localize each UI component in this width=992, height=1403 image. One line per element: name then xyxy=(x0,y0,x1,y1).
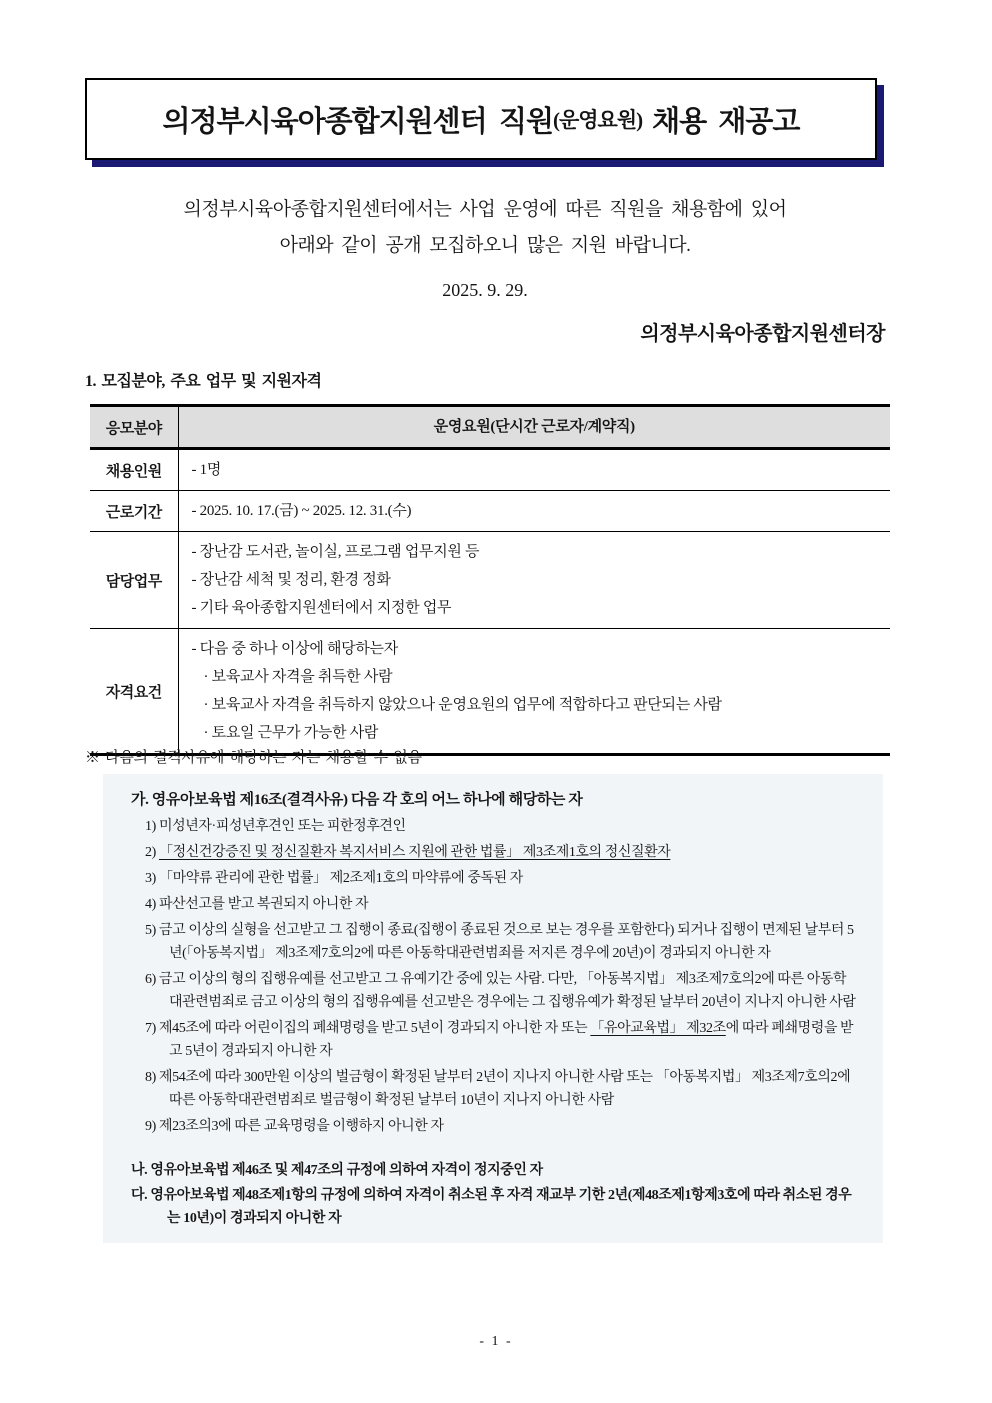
disq-item-number: 7) xyxy=(145,1021,159,1036)
disq-item-number: 8) xyxy=(145,1070,159,1085)
disq-item-text: 제45조에 따라 어린이집의 폐쇄명령을 받고 5년이 경과되지 아니한 자 또는 xyxy=(158,1021,591,1036)
cell-line: - 2025. 10. 17.(금) ~ 2025. 12. 31.(수) xyxy=(191,503,412,519)
page-title-tail: 채용 재공고 xyxy=(652,105,800,138)
disq-item-text: 제54조에 따라 300만원 이상의 벌금형이 확정된 날부터 2년이 지나지 아니한 사람 또는 「아동복지법」 제3조제7호의2에 따른 아동학대관련범죄로 벌금형이 확정된 날부터 10년이 지나지 아니한 사람 xyxy=(158,1070,851,1108)
table-row xyxy=(90,629,890,755)
disq-item-text: 금고 이상의 형의 집행유예를 선고받고 그 유예기간 중에 있는 사람. 다만, 「아동복지법」 제3조제7호의2에 따른 아동학대관련범죄로 금고 이상의 형의 집행유예를 선고받은 경우에는 그 집행유예가 확정된 날부터 20년이 지나지 아니한 사람 xyxy=(158,972,856,1010)
recruitment-table xyxy=(90,404,890,756)
cell-line: · 보육교사 자격을 취득한 사람 xyxy=(203,669,393,685)
disq-item-text: 미성년자·피성년후견인 또는 피한정후견인 xyxy=(158,819,406,834)
disq-item-number: 2) xyxy=(145,845,159,860)
intro-line-2: 아래와 같이 공개 모집하오니 많은 지원 바랍니다. xyxy=(279,235,691,256)
posting-date: 2025. 9. 29. xyxy=(442,280,528,300)
title-box xyxy=(85,78,877,160)
disq-item-number: 5) xyxy=(145,923,159,938)
disq-heading-ga: 가. 영유아보육법 제16조(결격사유) 다음 각 호의 어느 하나에 해당하는 자 xyxy=(131,792,583,808)
disq-item xyxy=(131,1066,859,1112)
cell-line: · 토요일 근무가 가능한 사람 xyxy=(203,725,379,741)
row-label: 자격요건 xyxy=(90,629,178,755)
row-content xyxy=(178,449,890,491)
disq-item xyxy=(131,919,859,965)
intro-block xyxy=(85,192,885,346)
disq-item xyxy=(131,867,859,890)
cell-line: - 장난감 도서관, 놀이실, 프로그램 업무지원 등 xyxy=(191,544,480,560)
sender-signature: 의정부시육아종합지원센터장 xyxy=(640,323,885,345)
disq-item xyxy=(131,1017,859,1063)
row-label: 담당업무 xyxy=(90,532,178,629)
disq-item xyxy=(131,815,859,838)
disqualification-box xyxy=(103,774,883,1243)
cell-line: - 다음 중 하나 이상에 해당하는자 xyxy=(191,641,398,657)
disq-item-text: 「유아교육법」 제32조 xyxy=(590,1021,726,1036)
disq-item-number: 3) xyxy=(145,871,159,886)
page-title: 의정부시육아종합지원센터 직원 xyxy=(162,105,553,138)
disq-item-text: 파산선고를 받고 복권되지 아니한 자 xyxy=(158,897,369,912)
page-number: - 1 - xyxy=(479,1334,513,1349)
disq-item-number: 1) xyxy=(145,819,159,834)
disq-item-number: 6) xyxy=(145,972,159,987)
note-disqualification: ※ 다음의 결격사유에 해당하는 자는 채용할 수 없음 xyxy=(85,750,422,766)
row-content xyxy=(178,406,890,449)
row-label: 근로기간 xyxy=(90,491,178,532)
disq-item-da: 다. 영유아보육법 제48조제1항의 규정에 의하여 자격이 취소된 후 자격 재교부 기한 2년(제48조제1항제3호에 따라 취소된 경우는 10년)이 경과되지 아니한 자 xyxy=(131,1188,852,1226)
table-row xyxy=(90,532,890,629)
disq-item xyxy=(131,968,859,1014)
cell-line: - 장난감 세척 및 정리, 환경 정화 xyxy=(191,572,391,588)
table-row xyxy=(90,406,890,449)
row-content xyxy=(178,629,890,755)
intro-line-1: 의정부시육아종합지원센터에서는 사업 운영에 따른 직원을 채용함에 있어 xyxy=(183,199,787,220)
recruitment-table-body xyxy=(90,406,890,755)
disq-item-text: 「정신건강증진 및 정신질환자 복지서비스 지원에 관한 법률」 제3조제1호의 정신질환자 xyxy=(158,845,671,860)
row-content xyxy=(178,532,890,629)
disq-item-text: 제23조의3에 따른 교육명령을 이행하지 아니한 자 xyxy=(158,1119,444,1134)
disq-item-na: 나. 영유아보육법 제46조 및 제47조의 규정에 의하여 자격이 정지중인 자 xyxy=(131,1163,543,1178)
table-row xyxy=(90,491,890,532)
disq-spacer xyxy=(131,1141,859,1157)
row-content xyxy=(178,491,890,532)
row-label: 채용인원 xyxy=(90,449,178,491)
cell-line: · 보육교사 자격을 취득하지 않았으나 운영요원의 업무에 적합하다고 판단되는 사람 xyxy=(203,697,722,713)
disq-item-number: 9) xyxy=(145,1119,159,1134)
disq-item-number: 4) xyxy=(145,897,159,912)
disq-item xyxy=(131,841,859,864)
disqualification-list xyxy=(131,815,859,1138)
disq-item xyxy=(131,1115,859,1138)
page-title-paren: (운영요원) xyxy=(552,108,643,132)
disq-item-text: 「마약류 관리에 관한 법률」 제2조제1호의 마약류에 중독된 자 xyxy=(158,871,523,886)
table-row xyxy=(90,449,890,491)
section-heading: 1. 모집분야, 주요 업무 및 지원자격 xyxy=(85,373,322,390)
disq-item-text: 금고 이상의 실형을 선고받고 그 집행이 종료(집행이 종료된 것으로 보는 경우를 포함한다) 되거나 집행이 면제된 날부터 5년(「아동복지법」 제3조제7호의2에 따른 아동학대관련범죄를 저지른 경우에 20년)이 경과되지 아니한 자 xyxy=(158,923,854,961)
cell-line: 운영요원(단시간 근로자/계약직) xyxy=(433,419,635,435)
cell-line: - 기타 육아종합지원센터에서 지정한 업무 xyxy=(191,600,452,616)
cell-line: - 1명 xyxy=(191,462,222,478)
disq-item xyxy=(131,893,859,916)
disq-item-text: 에 따라 폐쇄명령을 받고 5년이 경과되지 아니한 자 xyxy=(169,1021,854,1059)
row-label: 응모분야 xyxy=(90,406,178,449)
